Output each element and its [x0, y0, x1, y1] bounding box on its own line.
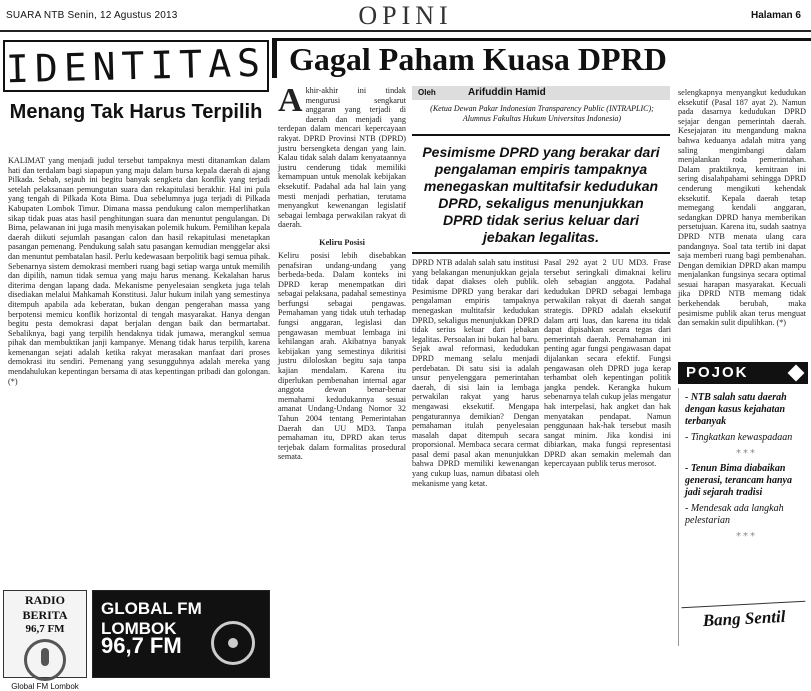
author-bar: [412, 86, 670, 100]
global-fm-name: GLOBAL FM LOMBOK: [101, 599, 202, 638]
page-number: Halaman 6: [750, 10, 801, 21]
pojok-item: - Tenun Bima diabaikan generasi, terancam hanya jadi sejarah tradisi: [685, 463, 792, 498]
article-intro: khir-akhir ini tindak mengurusi sengkarut anggaran yang terjadi di daerah dan menjadi yang terdepan dalam mencari kepercayaan rakyat. DPRD Provinsi NTB (DPRD) justru bersengketa dengan yang lain. Kalau tidak salah dalam kenyataannya justru cenderung tidak memiliki kemampuan untuk menolak kebijakan eksekutif. Padahal ada hal lain yang mesti menjadi perhatian, terutama menyangkut kewenangan legislatif sebagai lembaga perwakilan rakyat di daerah.: [278, 86, 406, 230]
identitas-column: [0, 34, 272, 691]
global-fm-ad[interactable]: [92, 590, 270, 678]
editorial-body: KALIMAT yang menjadi judul tersebut tampaknya mesti ditanamkan dalam hati dan terdalam bagi siapapun yang maju dalam bursa kepala daerah di ajang Pilkada. Sebab, sejauh ini begitu banyak sengketa dan konflik yang terjadi setelah pelaksanaan pemungutan suara dan rekapitulasi berakhir. Hal ini pula yang tengah di Pilkada Kota Bima. Dua sebelumnya juga terjadi di Pilkada Kabupaten Lombok Timur. Dimana massa pendukung calon memperlihatkan sikap tidak puas atas hasil penghitungan suara dan menuntut pengulangan. Di Bima, pelawanan ini juga masih menyisakan polemik hukum. Pemilihan kepala daerah diikuti sejumlah pasangan calon dan hasil rekapitulasi menetapkan pasangan pemenang. Pendukung salah satu pasangan kemudian menggelar aksi dan menuntut pembatalan hasil. Perlu kedewasaan berpolitik bagi semua pihak. Sebenarnya sistem demokrasi memberi ruang bagi setiap warga untuk memilih dan dipilih, namun tidak semua yang maju harus menang. Kekalahan harus diterima dengan lapang dada. Mekanisme penyelesaian sengketa juga telah disediakan melalui Mahkamah Konstitusi. Jalur hukum inilah yang semestinya ditempuh apabila ada keberatan, bukan dengan pengerahan massa yang berpotensi memicu konflik horizontal di tengah masyarakat. Hanya dengan begitu pesta demokrasi dapat berjalan dengan baik dan bermartabat. Sebaliknya, bagi yang terpilih hendaknya tidak jumawa, merangkul semua pihak dan membuktikan janji kampanye. Menang tidak harus terpilih, karena kemenangan sejati adalah ketika rakyat merasakan manfaat dari proses demokrasi itu sendiri. Pemenang yang sesungguhnya adalah mereka yang mendahulukan kepentingan bersama di atas kepentingan pribadi dan golongan. (*): [8, 156, 270, 386]
masthead: [0, 0, 811, 32]
radio-berita-ad[interactable]: [3, 590, 87, 691]
article-column-2: DPRD NTB adalah salah satu institusi yang belakangan menunjukkan gejala tidak dapat diakses oleh publik. Pesimisme DPRD yang berakar dari pengalaman empiris tampaknya menegaskan multitafsir kedudukan DPRD, sekaligus menunjukkan DPRD tidak serius keluar dari jebakan legalitas. Persoalan ini bukan hal baru. Sejak awal reformasi, kedudukan DPRD memang selalu menjadi perdebatan. Di satu sisi ia adalah unsur penyelenggara pemerintahan daerah, di sisi lain ia lembaga perwakilan rakyat yang harus mengawasi eksekutif. Mengapa pengaturannya demikian? Dengan pemahaman itulah penyelesaian masalah dapat ditempuh secara proporsional. Membaca secara cermat pasal demi pasal akan menunjukkan bahwa DPRD memiliki kewenangan yang cukup luas, namun dibatasi oleh mekanisme yang ketat.: [412, 258, 539, 488]
radio-ad-station: Global FM Lombok: [11, 682, 79, 691]
article-column-1: [278, 82, 406, 644]
pojok-separator: ***: [736, 448, 757, 459]
pojok-item: - NTB salah satu daerah dengan kasus kejahatan terbanyak: [685, 392, 787, 427]
author-label: Oleh: [418, 88, 436, 97]
pojok-response: - Tingkatkan kewaspadaan: [685, 432, 793, 443]
article-column-1-text: Keliru posisi lebih disebabkan penafsiran undang-undang yang berbeda-beda. Dalam konteks ini DPRD kerap menempatkan diri sebagai pelaksana, padahal semestinya berfungsi sebagai pengawas. Pemahaman yang tidak utuh terhadap fungsi anggaran, legislasi dan pengawasan membuat lembaga ini kehilangan arah. Akibatnya banyak kebijakan yang semestinya dikritisi justru diloloskan begitu saja tanpa kajian mendalam. Karena itu diperlukan pembenahan internal agar anggota dewan benar-benar memahami kedudukannya sesuai amanat Undang-Undang Nomor 32 Tahun 2004 tentang Pemerintahan Daerah dan UU MD3. Tanpa pemahaman itu, DPRD akan terus terjebak dalam formalitas prosedural semata.: [278, 250, 406, 462]
radio-ad-frequency: 96,7 FM: [25, 623, 65, 635]
article-column-3: Pasal 292 ayat 2 UU MD3. Frase tersebut seringkali dimaknai keliru oleh sebagian anggota. Padahal kedudukan DPRD sebagai lembaga perwakilan rakyat di daerah sangat strategis. DPRD adalah eksekutif dalam arti luas, dan karena itu tidak dapat dipisahkan secara tegas dari pemerintah daerah. Pemahaman ini penting agar fungsi pengawasan dapat dijalankan secara efektif. Fungsi pengawasan oleh DPRD juga kerap terhambat oleh kepentingan politik jangka pendek. Kerangka hukum sebenarnya telah cukup jelas mengatur hak interpelasi, hak angket dan hak menyatakan pendapat. Namun penggunaan hak-hak tersebut masih sangat minim. Jika kondisi ini dibiarkan, maka fungsi representasi DPRD akan semakin melemah dan kepercayaan publik terus merosot.: [544, 258, 671, 469]
publication-date: SUARA NTB Senin, 12 Agustus 2013: [6, 10, 178, 21]
author-name: Arifuddin Hamid: [468, 87, 546, 98]
microphone-icon: [24, 639, 66, 681]
article-headline: Gagal Paham Kuasa DPRD: [272, 38, 811, 78]
author-affiliation: (Ketua Dewan Pakar Indonesian Transparency Public (INTRAPLIC); Alumnus Fakultas Hukum Universitas Indonesia): [430, 104, 654, 123]
identitas-logo: [3, 40, 269, 92]
section-title: OPINI: [358, 1, 453, 30]
pojok-separator: ***: [736, 531, 757, 542]
pull-quote: Pesimisme DPRD yang berakar dari pengalaman empiris tampaknya menegaskan multitafsir kedudukan DPRD, sekaligus menunjukkan DPRD tidak serius keluar dari jebakan legalitas.: [412, 134, 670, 254]
editorial-title: Menang Tak Harus Terpilih: [9, 101, 263, 123]
article-subhead: Keliru Posisi: [319, 237, 365, 247]
bang-sentil-signature: Bang Sentil: [681, 601, 806, 632]
pojok-response: - Mendesak ada langkah pelestarian: [685, 503, 784, 526]
radio-wave-icon: [211, 621, 255, 665]
article-column-4: selengkapnya menyangkut kedudukan eksekutif (Pasal 187 ayat 2). Namun pada dasarnya kedudukan DPRD sejajar dengan pemerintah daerah. Kesejajaran itu mengandung makna bahwa keduanya adalah mitra yang saling mengimbangi dalam menjalankan roda pemerintahan. Dalam praktiknya, kemitraan ini sering disalahpahami sehingga DPRD cenderung mengikuti kehendak eksekutif. Kepala daerah tetap memegang kendali anggaran, sedangkan DPRD hanya memberikan persetujuan. Karena itu, sudah saatnya DPRD NTB menata ulang cara pandangnya. Soal tata tertib ini dapat saja memberi ruang bagi pembenahan. Dengan demikian DPRD akan mampu menjalankan fungsinya secara optimal sesuai harapan masyarakat. Kecuali jika DPRD NTB memang tidak berkehendak berubah, maka pesimisme publik akan terus menguat dan semakin sulit dipulihkan. (*): [678, 88, 806, 328]
global-fm-frequency: 96,7 FM: [101, 633, 182, 658]
radio-ad-title: RADIO BERITA: [22, 593, 68, 622]
identitas-label: IDENTITAS: [5, 40, 267, 92]
pojok-header: POJOK: [678, 362, 808, 384]
drop-cap: A: [278, 82, 303, 119]
